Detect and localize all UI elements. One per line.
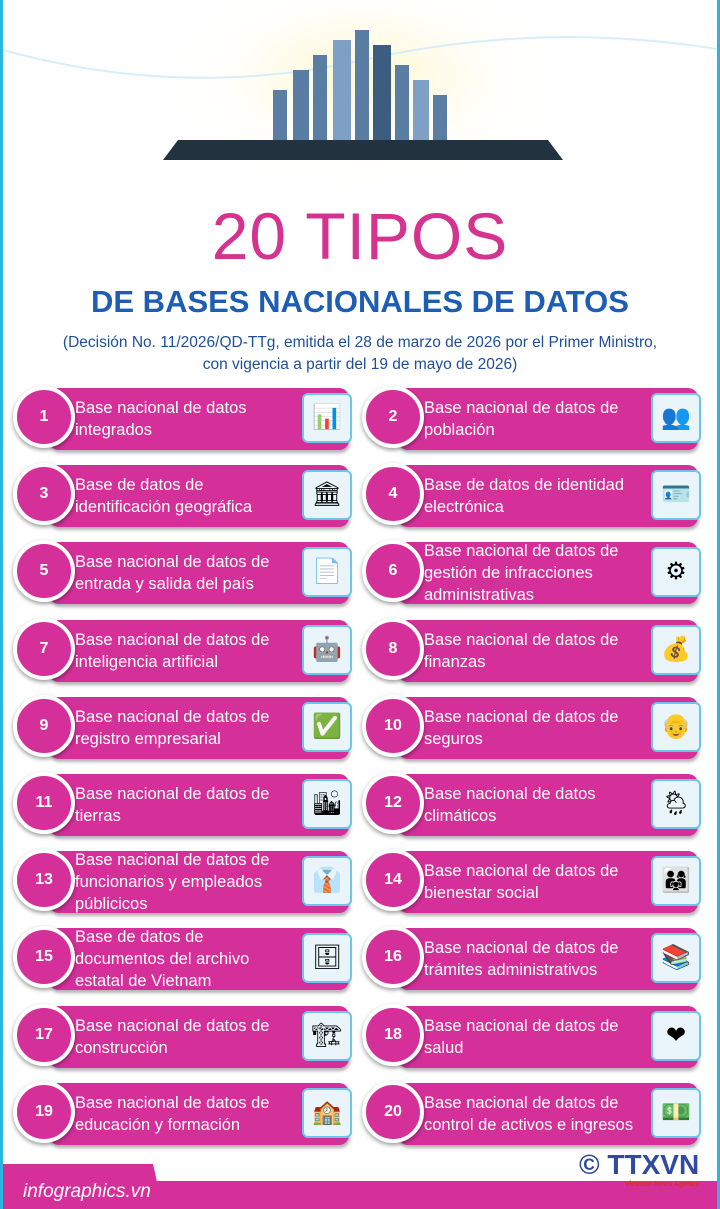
- list-item: [13, 386, 358, 452]
- item-number: 14: [362, 849, 424, 911]
- list-item: [13, 463, 358, 529]
- item-number: 8: [362, 618, 424, 680]
- item-number: 11: [13, 772, 75, 834]
- item-number: 17: [13, 1004, 75, 1066]
- item-number: 15: [13, 926, 75, 988]
- item-label: Base nacional de datos de construcción: [75, 1016, 270, 1057]
- item-label: Base nacional de datos de seguros: [424, 707, 619, 748]
- item-label: Base nacional de datos de gestión de infracciones administrativas: [424, 542, 619, 605]
- ttxvn-logo: [579, 1150, 699, 1189]
- item-label: Base nacional de datos de población: [424, 399, 619, 439]
- item-number: 12: [362, 772, 424, 834]
- main-title: 20 TIPOS: [211, 199, 509, 273]
- list-item: [13, 618, 358, 684]
- health-icon: ❤: [651, 1011, 701, 1061]
- construction-icon: 🏗: [302, 1011, 352, 1061]
- logo-text: TTXVN: [607, 1149, 700, 1180]
- item-label: Base nacional de datos integrados: [75, 399, 247, 439]
- item-number: 9: [13, 695, 75, 757]
- list-item: [362, 386, 707, 452]
- item-number: 7: [13, 618, 75, 680]
- list-item: [13, 1081, 358, 1147]
- item-label: Base nacional de datos de control de activos e ingresos: [424, 1093, 634, 1134]
- item-label: Base nacional de datos de registro empresarial: [75, 707, 270, 748]
- smart-city-hero-illustration: [3, 0, 720, 200]
- item-number: 1: [13, 386, 75, 448]
- family-icon: 👨‍👩‍👧: [651, 856, 701, 906]
- list-item: [13, 695, 358, 761]
- item-label: Base nacional de datos de trámites administrativos: [424, 939, 619, 980]
- certificate-monitor-icon: ✅: [302, 702, 352, 752]
- list-item: [362, 926, 707, 992]
- item-label: Base de datos de documentos del archivo estatal de Vietnam: [75, 928, 250, 991]
- elderly-couple-icon: 👴: [651, 702, 701, 752]
- item-number: 19: [13, 1081, 75, 1143]
- list-item: [362, 772, 707, 838]
- item-number: 18: [362, 1004, 424, 1066]
- banknotes-icon: 💵: [651, 1088, 701, 1138]
- site-link[interactable]: infographics.vn: [23, 1181, 151, 1202]
- item-label: Base nacional de datos de finanzas: [424, 630, 619, 671]
- list-item: [362, 849, 707, 915]
- decision-note-line1: (Decisión No. 11/2026/QD-TTg, emitida el 28 de marzo de 2026 por el Primer Ministro,: [62, 334, 658, 351]
- item-label: Base de datos de identificación geográfica: [75, 476, 253, 517]
- electronic-identity-icon: 🪪: [651, 470, 701, 520]
- list-item: [362, 1004, 707, 1070]
- list-item: [13, 772, 358, 838]
- archive-database-icon: 🗄: [302, 933, 352, 983]
- item-label: Base de datos de identidad electrónica: [424, 476, 624, 517]
- item-label: Base nacional de datos climáticos: [424, 785, 596, 825]
- logo-tagline: Vietnam News Agency: [624, 1181, 700, 1188]
- item-label: Base nacional de datos de bienestar social: [424, 862, 619, 903]
- list-item: [13, 1004, 358, 1070]
- decision-note: [3, 332, 717, 376]
- item-label: Base nacional de datos de inteligencia artificial: [75, 630, 270, 671]
- climate-icon: 🌦: [651, 779, 701, 829]
- population-icon: 👥: [651, 393, 701, 443]
- sub-title: DE BASES NACIONALES DE DATOS: [91, 284, 629, 319]
- binders-laptop-icon: 📚: [651, 933, 701, 983]
- document-transfer-icon: 📄: [302, 547, 352, 597]
- item-number: 6: [362, 540, 424, 602]
- list-item: [362, 618, 707, 684]
- list-item: [362, 463, 707, 529]
- item-number: 16: [362, 926, 424, 988]
- item-label: Base nacional de datos de tierras: [75, 785, 270, 825]
- list-item: [362, 540, 707, 606]
- school-icon: 🏫: [302, 1088, 352, 1138]
- item-number: 10: [362, 695, 424, 757]
- item-label: Base nacional de datos de salud: [424, 1016, 619, 1057]
- item-number: 4: [362, 463, 424, 525]
- decision-note-line2: con vigencia a partir del 19 de mayo de 2026): [202, 356, 518, 373]
- ai-chip-icon: 🤖: [302, 625, 352, 675]
- list-item: [13, 849, 358, 915]
- list-item: [362, 695, 707, 761]
- chart-documents-icon: 📊: [302, 393, 352, 443]
- item-number: 13: [13, 849, 75, 911]
- item-number: 5: [13, 540, 75, 602]
- item-number: 3: [13, 463, 75, 525]
- item-number: 20: [362, 1081, 424, 1143]
- item-number: 2: [362, 386, 424, 448]
- list-item: [13, 926, 358, 992]
- list-item: [13, 540, 358, 606]
- item-label: Base nacional de datos de funcionarios y empleados públicicos: [75, 851, 270, 914]
- civil-servant-icon: 👔: [302, 856, 352, 906]
- government-building-icon: 🏛: [302, 470, 352, 520]
- item-label: Base nacional de datos de entrada y salida del país: [75, 553, 270, 594]
- city-land-icon: 🏙: [302, 779, 352, 829]
- list-item: [362, 1081, 707, 1147]
- copyright-symbol: ©: [579, 1149, 600, 1180]
- item-label: Base nacional de datos de educación y formación: [75, 1093, 270, 1134]
- money-icon: 💰: [651, 625, 701, 675]
- settings-monitor-icon: ⚙: [651, 547, 701, 597]
